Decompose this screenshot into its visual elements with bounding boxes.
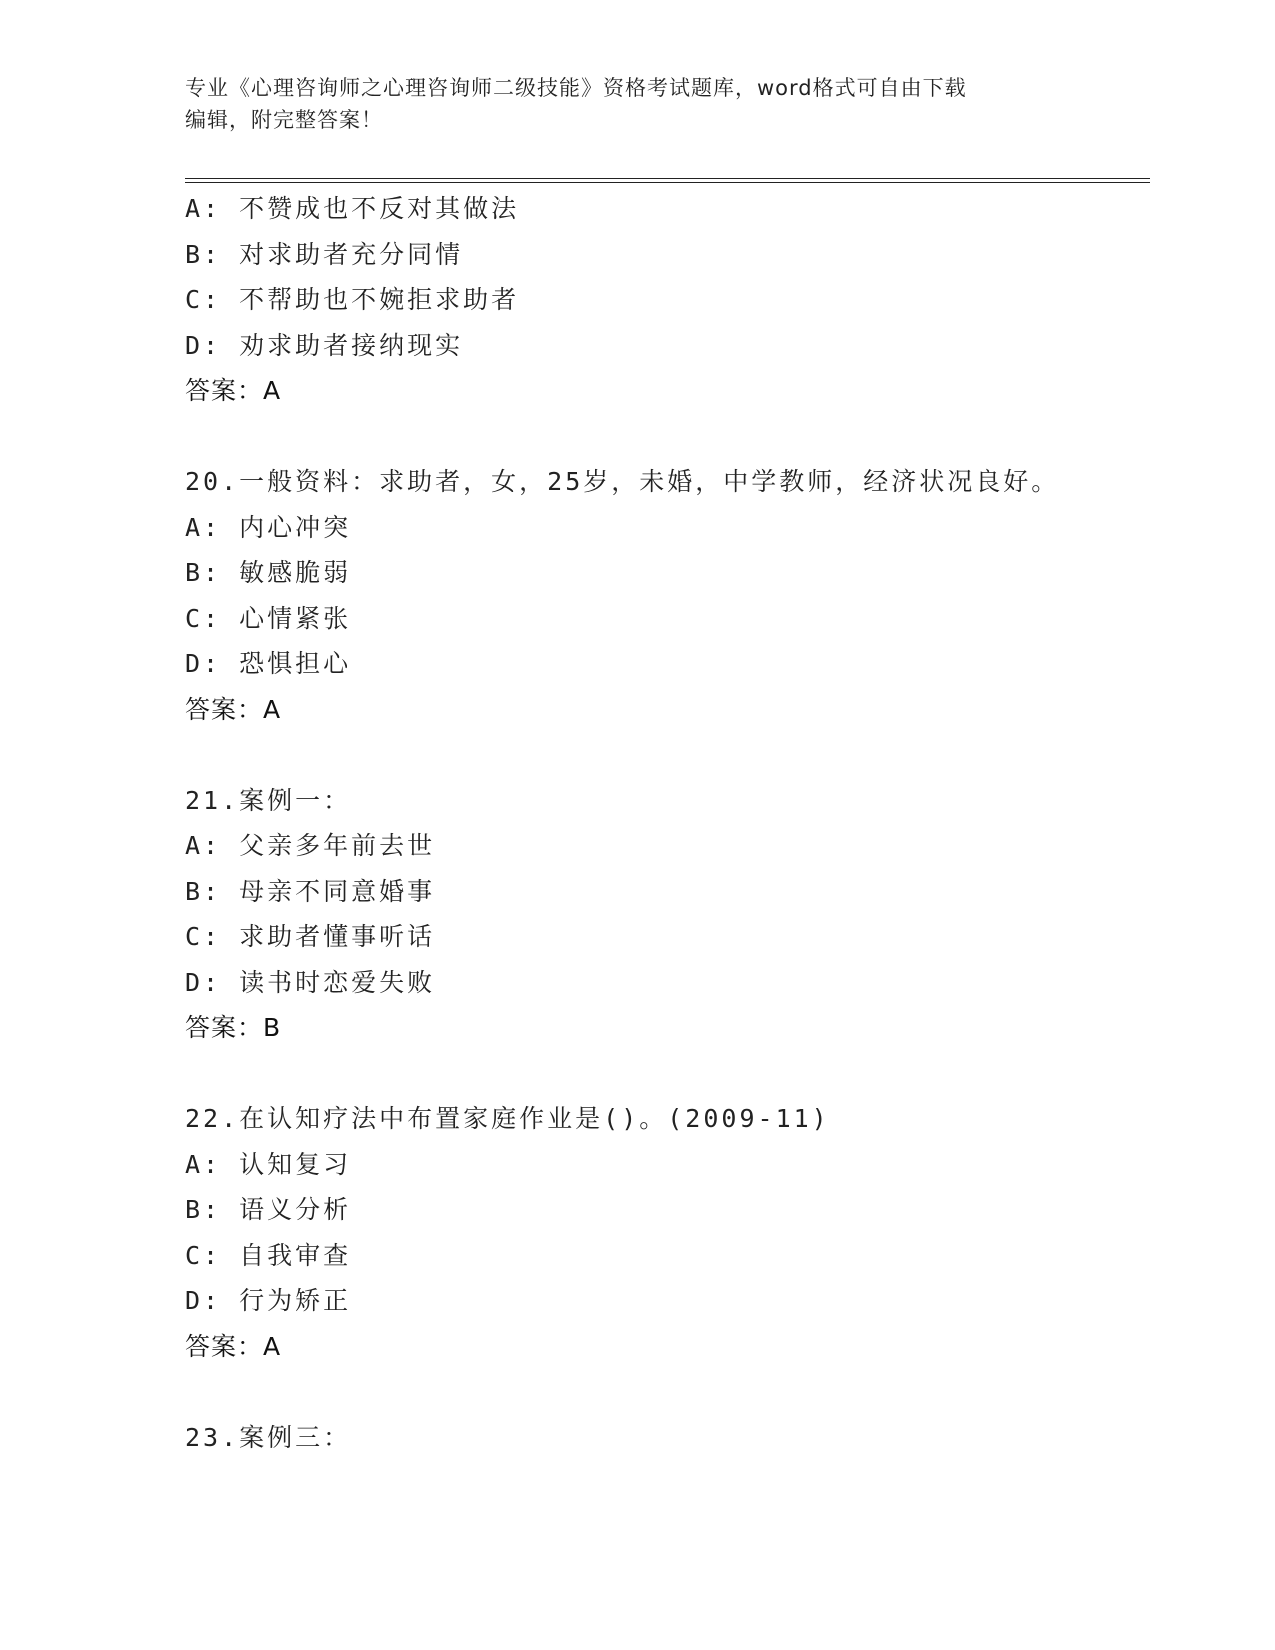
option-b: B: 母亲不同意婚事: [185, 876, 436, 906]
option-a: A: 认知复习: [185, 1149, 352, 1179]
question-block: [185, 778, 1150, 1051]
option-d: D: 行为矫正: [185, 1286, 352, 1315]
option-b: B: 敏感脆弱: [185, 558, 352, 587]
header-line-2: 编辑，附完整答案！: [185, 108, 383, 132]
question-block: [185, 1415, 1150, 1461]
question-block: [185, 459, 1150, 732]
question-text: 22.在认知疗法中布置家庭作业是()。(2009-11): [185, 1104, 830, 1133]
option-a: A: 父亲多年前去世: [185, 831, 436, 860]
option-d: D: 劝求助者接纳现实: [185, 330, 464, 360]
option-b: B: 语义分析: [185, 1195, 352, 1224]
document-header: [185, 72, 1075, 136]
spacer: [185, 1051, 1150, 1097]
option-c: C: 自我审查: [185, 1240, 352, 1270]
option-a: A: 不赞成也不反对其做法: [185, 194, 520, 223]
question-text: 21.案例一：: [185, 785, 352, 815]
option-c: C: 不帮助也不婉拒求助者: [185, 285, 520, 314]
answer-label: 答案：A: [185, 694, 282, 724]
spacer: [185, 1369, 1150, 1415]
option-c: C: 心情紧张: [185, 603, 352, 633]
header-divider: [185, 178, 1150, 183]
question-block: [185, 1096, 1150, 1369]
question-block: [185, 186, 1150, 414]
answer-label: 答案：A: [185, 1331, 282, 1361]
spacer: [185, 732, 1150, 778]
spacer: [185, 414, 1150, 460]
question-text: 20.一般资料：求助者，女，25岁，未婚，中学教师，经济状况良好。: [185, 467, 1060, 496]
question-text: 23.案例三：: [185, 1422, 352, 1452]
option-a: A: 内心冲突: [185, 512, 352, 542]
answer-label: 答案：A: [185, 376, 282, 405]
option-c: C: 求助者懂事听话: [185, 922, 436, 951]
option-d: D: 恐惧担心: [185, 649, 352, 678]
option-d: D: 读书时恋爱失败: [185, 967, 436, 997]
option-b: B: 对求助者充分同情: [185, 239, 464, 269]
answer-label: 答案：B: [185, 1013, 282, 1042]
question-list: [185, 186, 1150, 1460]
header-line-1: 专业《心理咨询师之心理咨询师二级技能》资格考试题库，word格式可自由下载: [185, 76, 967, 100]
